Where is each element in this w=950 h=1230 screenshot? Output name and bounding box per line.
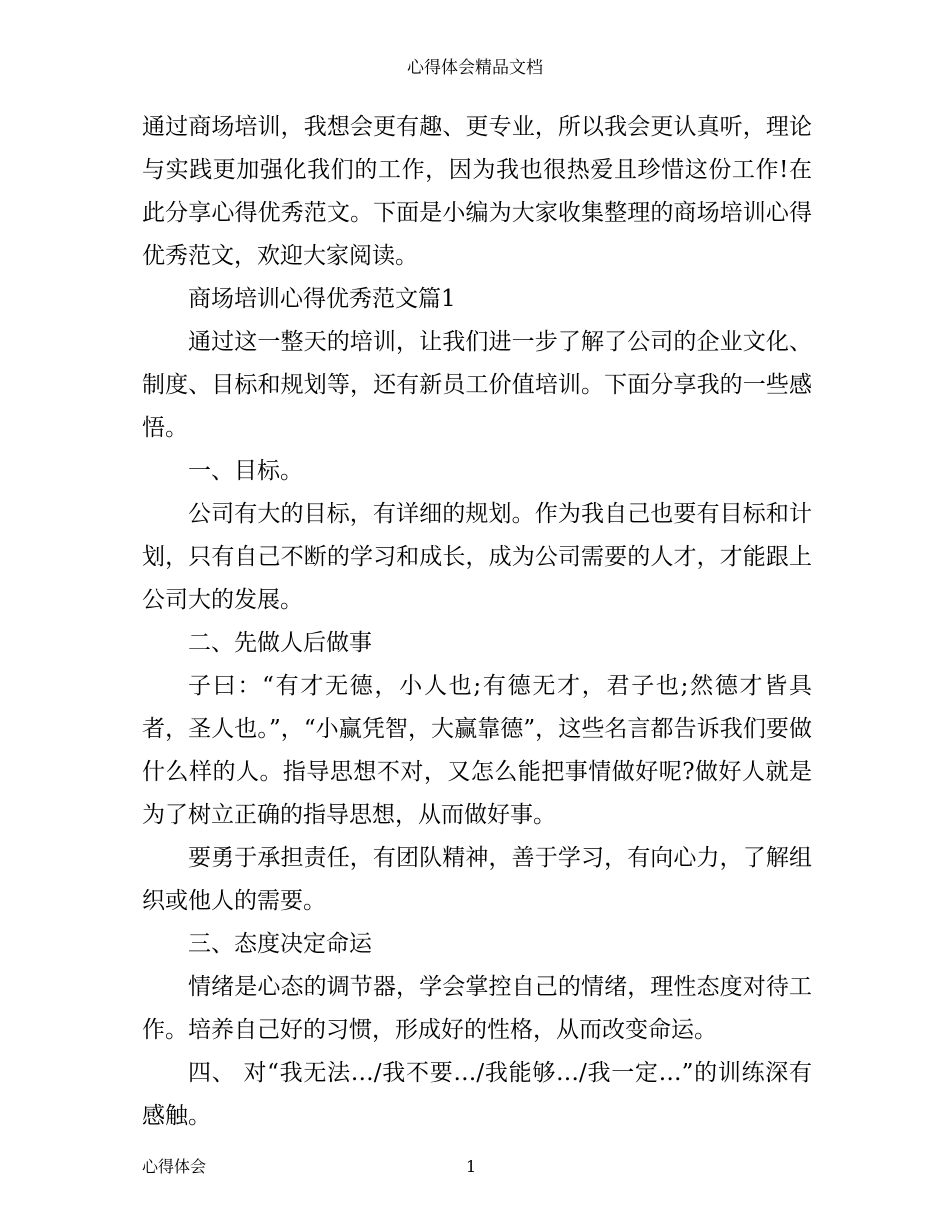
paragraph-quotes: 子曰：“有才无德，小人也;有德无才，君子也;然德才皆具者，圣人也。”，“小赢凭智，大赢靠德”，这些名言都告诉我们要做什么样的人。指导思想不对，又怎么能把事情做好呢?做好人就是为了树立正确的指导思想，从而做好事。 [142,673,812,828]
page-header-title: 心得体会精品文档 [407,58,543,78]
paragraph-intro: 通过商场培训，我想会更有趣、更专业，所以我会更认真听，理论与实践更加强化我们的工作，因为我也很热爱且珍惜这份工作!在此分享心得优秀范文。下面是小编为大家收集整理的商场培训心得优秀范文，欢迎大家阅读。 [142,114,812,269]
section-heading-character-first: 二、先做人后做事 [188,630,372,656]
section-heading-attitude: 三、态度决定命运 [188,931,372,957]
paragraph-responsibility: 要勇于承担责任，有团队精神，善于学习，有向心力，了解组织或他人的需要。 [142,845,812,914]
section-heading-goals: 一、目标。 [188,458,303,484]
paragraph-training-overview: 通过这一整天的培训，让我们进一步了解了公司的企业文化、制度、目标和规划等，还有新员工价值培训。下面分享我的一些感悟。 [142,329,812,441]
page-number: 1 [466,1157,477,1176]
document-body [142,106,812,1138]
page-footer-label: 心得体会 [142,1157,207,1176]
section-heading-article-1: 商场培训心得优秀范文篇1 [188,286,456,312]
paragraph-goals: 公司有大的目标，有详细的规划。作为我自己也要有目标和计划，只有自己不断的学习和成长，成为公司需要的人才，才能跟上公司大的发展。 [142,501,812,613]
paragraph-training-exercise: 四、 对“我无法…/我不要…/我能够…/我一定…”的训练深有感触。 [142,1060,812,1129]
paragraph-attitude: 情绪是心态的调节器，学会掌控自己的情绪，理性态度对待工作。培养自己好的习惯，形成好的性格，从而改变命运。 [142,974,812,1043]
